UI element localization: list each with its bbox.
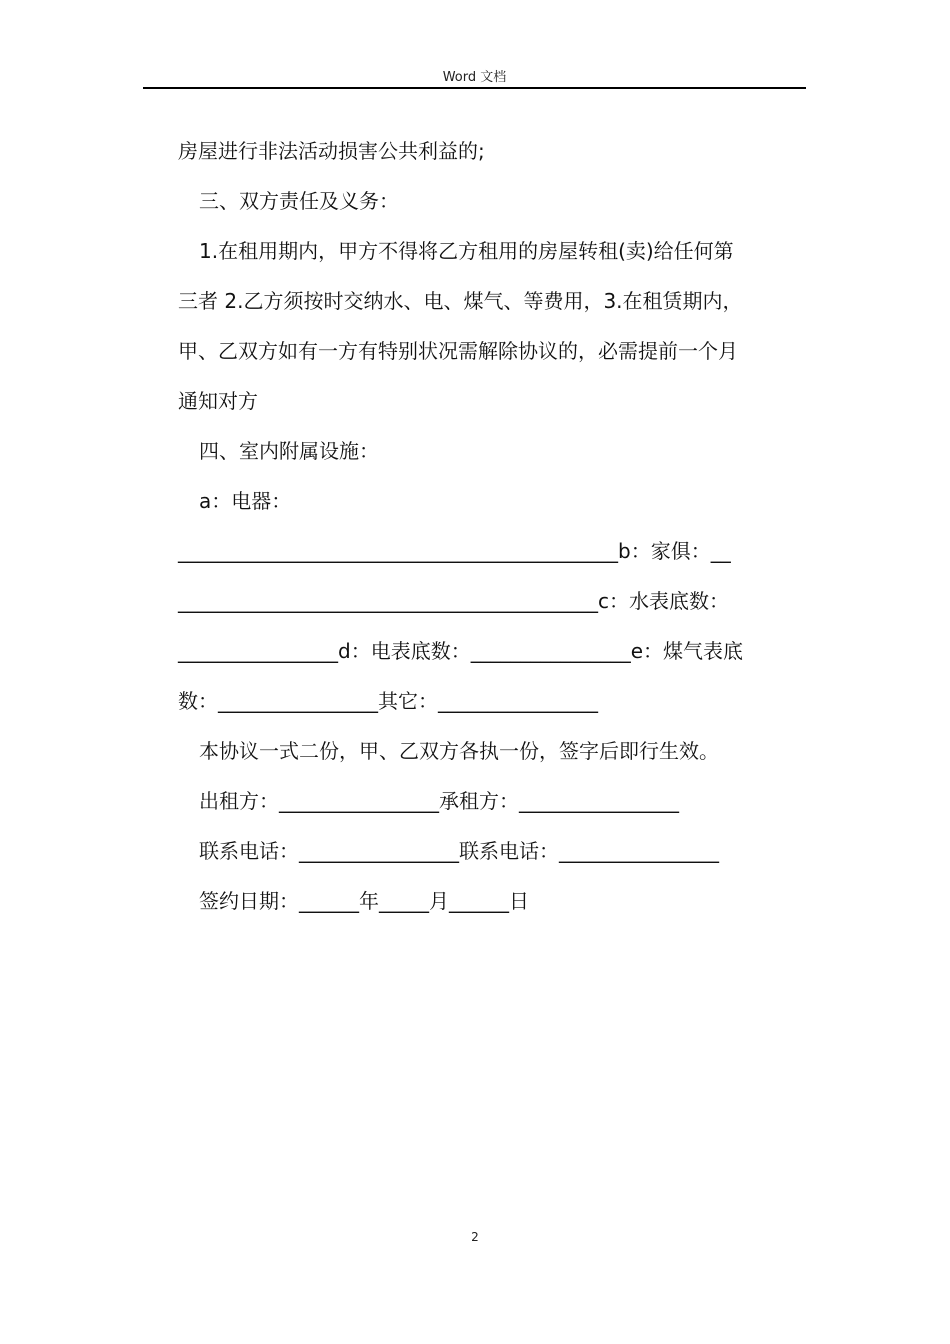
body-line: 出租方：________________承租方：________________ <box>199 789 679 813</box>
body-line: ________________d：电表底数：________________e：煤气表底 <box>178 639 743 663</box>
body-line: 三者 2.乙方须按时交纳水、电、煤气、等费用，3.在租赁期内， <box>178 289 743 313</box>
body-line: ____________________________________________b：家俱：__ <box>178 539 731 563</box>
body-line: 签约日期：______年_____月______日 <box>199 889 529 913</box>
document-body <box>178 126 802 926</box>
body-line: 本协议一式二份，甲、乙双方各执一份，签字后即行生效。 <box>199 739 719 763</box>
body-line: __________________________________________c：水表底数： <box>178 589 729 613</box>
header-rule <box>143 87 806 89</box>
page-number: 2 <box>471 1230 479 1244</box>
body-line: 通知对方 <box>178 389 258 413</box>
body-line: 四、室内附属设施： <box>199 439 379 463</box>
body-line: 房屋进行非法活动损害公共利益的; <box>178 139 485 163</box>
document-header: Word 文档 <box>442 70 507 85</box>
body-line: 联系电话：________________联系电话：________________ <box>199 839 719 863</box>
body-line: a：电器： <box>199 489 292 513</box>
body-line: 数：________________其它：________________ <box>178 689 598 713</box>
body-line: 甲、乙双方如有一方有特别状况需解除协议的，必需提前一个月 <box>178 339 738 363</box>
body-line: 1.在租用期内，甲方不得将乙方租用的房屋转租(卖)给任何第 <box>199 239 734 263</box>
body-line: 三、双方责任及义务： <box>199 189 399 213</box>
